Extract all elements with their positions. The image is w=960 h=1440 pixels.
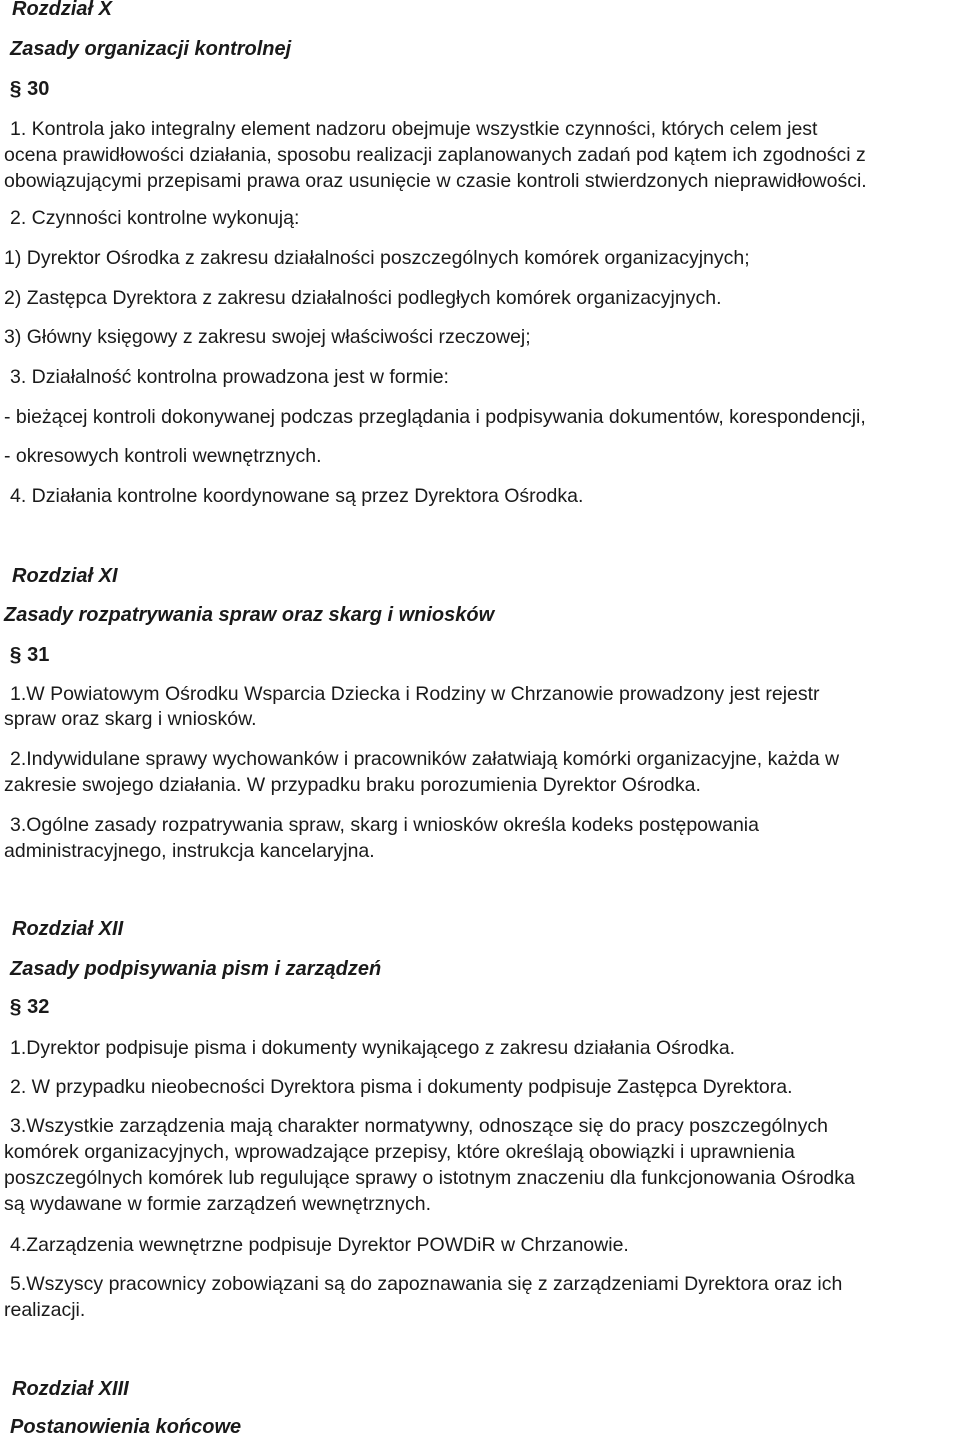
ch10-p3-item1: - bieżącej kontroli dokonywanej podczas przeglądania i podpisywania dokumentów, korespondencji, xyxy=(4,406,866,428)
ch12-p3-line2: komórek organizacyjnych, wprowadzające przepisy, które określają obowiązki i uprawnienia xyxy=(4,1141,795,1163)
paragraph-30-label xyxy=(10,76,49,102)
ch10-p4: 4. Działania kontrolne koordynowane są przez Dyrektora Ośrodka. xyxy=(10,485,584,507)
ch10-p1-line1: 1. Kontrola jako integralny element nadzoru obejmuje wszystkie czynności, których celem jest xyxy=(10,118,818,140)
ch12-p2: 2. W przypadku nieobecności Dyrektora pisma i dokumenty podpisuje Zastępca Dyrektora. xyxy=(10,1076,793,1098)
paragraph-number: 30 xyxy=(27,78,50,100)
ch10-p1-line2: ocena prawidłowości działania, sposobu realizacji zaplanowanych zadań pod kątem ich zgodności z xyxy=(4,144,866,166)
paragraph-31-label xyxy=(10,642,49,668)
ch12-p3-line4: są wydawane w formie zarządzeń wewnętrznych. xyxy=(4,1193,432,1215)
ch12-p5-line2: realizacji. xyxy=(4,1299,86,1321)
chapter-11-title: Zasady rozpatrywania spraw oraz skarg i wniosków xyxy=(4,604,495,626)
ch11-p1-line1: 1.W Powiatowym Ośrodku Wsparcia Dziecka i Rodziny w Chrzanowie prowadzony jest rejestr xyxy=(10,683,820,705)
paragraph-symbol: § xyxy=(9,644,22,666)
ch12-p3-line1: 3.Wszystkie zarządzenia mają charakter normatywny, odnoszące się do pracy poszczególnych xyxy=(10,1115,828,1137)
ch10-p2: 2. Czynności kontrolne wykonują: xyxy=(10,207,300,229)
ch10-p3: 3. Działalność kontrolna prowadzona jest w formie: xyxy=(10,366,449,388)
ch12-p5-line1: 5.Wszyscy pracownicy zobowiązani są do zapoznawania się z zarządzeniami Dyrektora oraz ich xyxy=(10,1273,843,1295)
ch11-p3-line2: administracyjnego, instrukcja kancelaryjna. xyxy=(4,840,375,862)
ch10-p2-item1: 1) Dyrektor Ośrodka z zakresu działalności poszczególnych komórek organizacyjnych; xyxy=(4,247,750,269)
ch10-p2-item3: 3) Główny księgowy z zakresu swojej właściwości rzeczowej; xyxy=(4,326,531,348)
ch11-p1-line2: spraw oraz skarg i wniosków. xyxy=(4,708,257,730)
chapter-11-heading: Rozdział XI xyxy=(12,565,118,587)
ch10-p3-item2: - okresowych kontroli wewnętrznych. xyxy=(4,445,322,467)
ch11-p3-line1: 3.Ogólne zasady rozpatrywania spraw, skarg i wniosków określa kodeks postępowania xyxy=(10,814,759,836)
ch12-p3-line3: poszczególnych komórek lub regulujące sprawy o istotnym znaczeniu dla funkcjonowania Ośrodka xyxy=(4,1167,855,1189)
paragraph-number: 31 xyxy=(27,644,50,666)
chapter-13-heading: Rozdział XIII xyxy=(12,1378,129,1400)
chapter-10-title: Zasady organizacji kontrolnej xyxy=(10,38,292,60)
chapter-12-heading: Rozdział XII xyxy=(12,918,124,940)
ch10-p2-item2: 2) Zastępca Dyrektora z zakresu działalności podległych komórek organizacyjnych. xyxy=(4,287,722,309)
paragraph-32-label xyxy=(10,994,49,1020)
ch12-p1: 1.Dyrektor podpisuje pisma i dokumenty wynikającego z zakresu działania Ośrodka. xyxy=(10,1037,736,1059)
paragraph-symbol: § xyxy=(9,996,22,1018)
ch10-p1-line3: obowiązującymi przepisami prawa oraz usunięcie w czasie kontroli stwierdzonych nieprawidłowości. xyxy=(4,170,867,192)
paragraph-number: 32 xyxy=(27,996,50,1018)
paragraph-symbol: § xyxy=(9,78,22,100)
chapter-12-title: Zasady podpisywania pism i zarządzeń xyxy=(10,958,382,980)
ch11-p2-line2: zakresie swojego działania. W przypadku braku porozumienia Dyrektor Ośrodka. xyxy=(4,774,701,796)
chapter-10-heading: Rozdział X xyxy=(12,0,113,20)
ch11-p2-line1: 2.Indywidulane sprawy wychowanków i pracowników załatwiają komórki organizacyjne, każda w xyxy=(10,748,840,770)
ch12-p4: 4.Zarządzenia wewnętrzne podpisuje Dyrektor POWDiR w Chrzanowie. xyxy=(10,1234,629,1256)
chapter-13-title: Postanowienia końcowe xyxy=(10,1416,242,1438)
